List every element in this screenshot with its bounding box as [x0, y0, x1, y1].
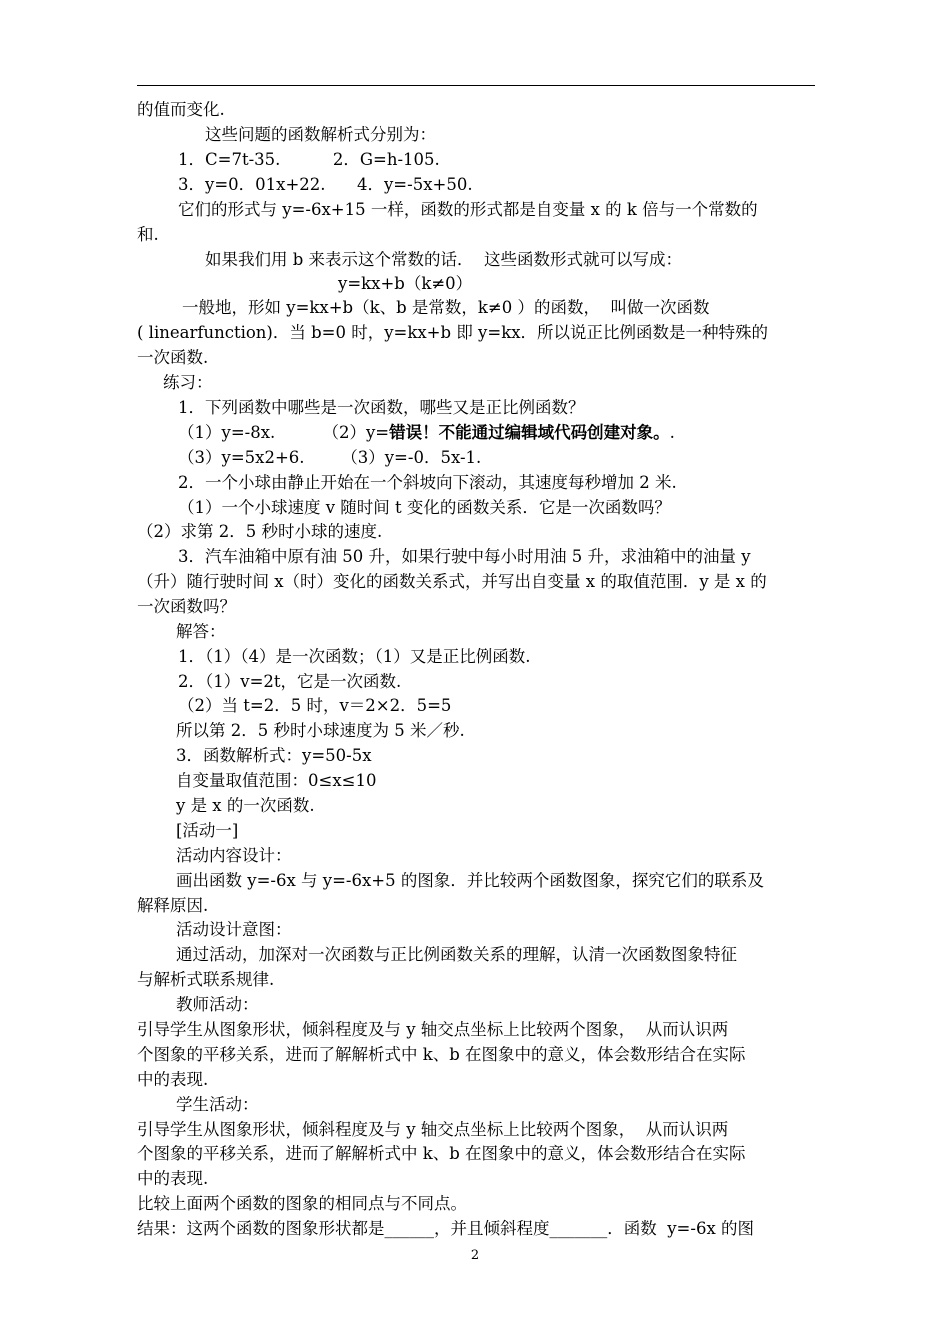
- text-line: 一般地，形如 y=kx+b（k、b 是常数，k≠0 ）的函数， 叫做一次函数: [182, 298, 710, 317]
- text-line: 如果我们用 b 来表示这个常数的话． 这些函数形式就可以写成：: [205, 250, 683, 269]
- section-label: 练习：: [163, 373, 213, 392]
- error-suffix: .: [669, 423, 675, 442]
- text-line: 的值而变化.: [137, 100, 225, 119]
- page-number: 2: [470, 1248, 480, 1263]
- text-line: 引导学生从图象形状，倾斜程度及与 y 轴交点坐标上比较两个图象， 从而认识两: [137, 1020, 729, 1039]
- text-line: 通过活动，加深对一次函数与正比例函数关系的理解，认清一次函数图象特征: [176, 945, 737, 964]
- text-line: 它们的形式与 y=-6x+15 一样，函数的形式都是自变量 x 的 k 倍与一个常数的: [178, 200, 758, 219]
- text-line: 结果：这两个函数的图象形状都是______，并且倾斜程度_______．函数 y=-6x 的图: [137, 1219, 755, 1238]
- section-label: [活动一]: [176, 821, 239, 840]
- text-line: （3）y=5x2+6. （3）y=-0．5x-1.: [178, 448, 482, 467]
- text-line: 与解析式联系规律.: [137, 970, 275, 989]
- text-line: 3．y=0．01x+22. 4．y=-5x+50.: [178, 175, 473, 194]
- text-line: 2．一个小球由静止开始在一个斜坡向下滚动，其速度每秒增加 2 米.: [178, 473, 677, 492]
- text-segment: （1）y=-8x. （2）y=: [178, 423, 390, 442]
- text-line: 这些问题的函数解析式分别为：: [205, 125, 436, 144]
- section-label: 活动设计意图：: [176, 920, 292, 939]
- text-line: 个图象的平移关系，进而了解解析式中 k、b 在图象中的意义，体会数形结合在实际: [137, 1144, 746, 1163]
- text-line: 所以第 2．5 秒时小球速度为 5 米／秒.: [176, 721, 465, 740]
- text-line: 中的表现.: [137, 1169, 209, 1188]
- section-label: 活动内容设计：: [176, 846, 292, 865]
- text-line: 3．汽车油箱中原有油 50 升，如果行驶中每小时用油 5 升，求油箱中的油量 y: [178, 547, 751, 566]
- formula-line: y=kx+b（k≠0）: [338, 274, 473, 293]
- error-text: 错误！不能通过编辑域代码创建对象。: [389, 423, 670, 442]
- text-line: （升）随行驶时间 x（时）变化的函数关系式，并写出自变量 x 的取值范围．y 是 x 的: [137, 572, 767, 591]
- text-line: 2．（1）v=2t，它是一次函数.: [178, 672, 402, 691]
- text-line: （1）一个小球速度 v 随时间 t 变化的函数关系．它是一次函数吗？: [178, 498, 671, 517]
- header-rule: [137, 85, 815, 86]
- text-line: 一次函数.: [137, 348, 209, 367]
- section-label: 学生活动：: [176, 1095, 259, 1114]
- text-line: 一次函数吗？: [137, 597, 236, 616]
- text-line: [178, 421, 675, 445]
- text-line: 1．C=7t-35. 2．G=h-105.: [178, 150, 440, 169]
- text-line: 3．函数解析式：y=50-5x: [176, 746, 372, 765]
- text-line: ( linearfunction)．当 b=0 时，y=kx+b 即 y=kx．所以说正比例函数是一种特殊的: [137, 323, 769, 342]
- text-line: （2）当 t=2．5 时，v＝2×2．5=5: [178, 696, 452, 715]
- text-line: 解释原因.: [137, 896, 209, 915]
- text-line: （2）求第 2．5 秒时小球的速度.: [137, 522, 383, 541]
- text-line: 自变量取值范围：0≤x≤10: [176, 771, 377, 790]
- text-line: 引导学生从图象形状，倾斜程度及与 y 轴交点坐标上比较两个图象， 从而认识两: [137, 1120, 729, 1139]
- text-line: y 是 x 的一次函数.: [176, 796, 315, 815]
- text-line: 中的表现.: [137, 1070, 209, 1089]
- text-line: 画出函数 y=-6x 与 y=-6x+5 的图象．并比较两个函数图象，探究它们的联系及: [176, 871, 764, 890]
- text-line: 比较上面两个函数的图象的相同点与不同点。: [137, 1194, 467, 1213]
- section-label: 解答：: [176, 622, 226, 641]
- section-label: 教师活动：: [176, 995, 259, 1014]
- text-line: 个图象的平移关系，进而了解解析式中 k、b 在图象中的意义，体会数形结合在实际: [137, 1045, 746, 1064]
- text-line: 1．（1）（4）是一次函数；（1）又是正比例函数.: [178, 647, 531, 666]
- text-line: 1．下列函数中哪些是一次函数，哪些又是正比例函数？: [178, 398, 585, 417]
- text-line: 和.: [137, 225, 159, 244]
